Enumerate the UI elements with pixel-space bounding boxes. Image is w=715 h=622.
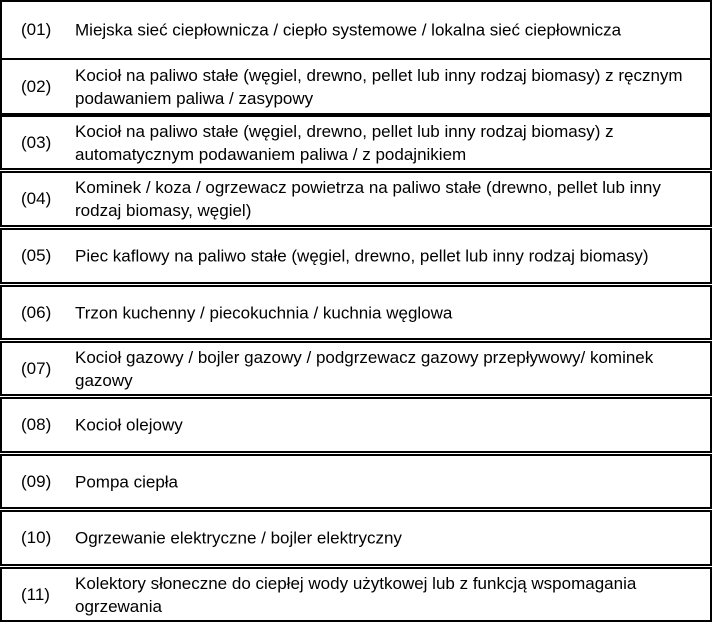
option-row-02 xyxy=(0,58,712,115)
option-code: (11) xyxy=(21,584,50,604)
option-label: Ogrzewanie elektryczne / bojler elektryczny xyxy=(75,528,402,548)
option-label: Kolektory słoneczne do ciepłej wody użytkowej lub z funkcją wspomagania ogrzewania xyxy=(75,573,637,616)
option-code: (01) xyxy=(21,20,52,39)
option-code: (09) xyxy=(21,471,52,491)
option-code: (08) xyxy=(21,415,52,434)
option-label: Miejska sieć ciepłownicza / ciepło systemowe / lokalna sieć ciepłownicza xyxy=(75,20,622,40)
option-row-01 xyxy=(0,0,712,60)
option-row-11 xyxy=(0,567,712,622)
option-label: Kocioł na paliwo stałe (węgiel, drewno, pellet lub inny rodzaj biomasy) z automatycznym podawaniem paliwa / z podajnikiem xyxy=(75,121,614,164)
option-row-06 xyxy=(0,285,712,340)
option-code: (02) xyxy=(21,76,52,96)
option-label: Kocioł na paliwo stałe (węgiel, drewno, pellet lub inny rodzaj biomasy) z ręcznym podawaniem paliwa / zasypowy xyxy=(75,65,683,108)
option-row-03 xyxy=(0,115,712,170)
option-label: Piec kaflowy na paliwo stałe (węgiel, drewno, pellet lub inny rodzaj biomasy) xyxy=(75,246,649,266)
option-code: (07) xyxy=(21,358,52,378)
option-code: (10) xyxy=(21,528,52,547)
option-label: Kocioł gazowy / bojler gazowy / podgrzewacz gazowy przepływowy/ kominek gazowy xyxy=(75,347,654,390)
option-row-07 xyxy=(0,341,712,396)
option-label: Kominek / koza / ogrzewacz powietrza na paliwo stałe (drewno, pellet lub inny rodzaj biomasy, węgiel) xyxy=(75,178,661,220)
option-code: (05) xyxy=(21,246,52,265)
option-row-10 xyxy=(0,510,712,566)
option-code: (04) xyxy=(21,189,52,208)
option-label: Trzon kuchenny / piecokuchnia / kuchnia węglowa xyxy=(75,303,453,322)
option-row-05 xyxy=(0,228,712,284)
option-row-04 xyxy=(0,171,712,227)
option-code: (06) xyxy=(21,302,52,322)
option-label: Kocioł olejowy xyxy=(75,415,183,435)
option-code: (03) xyxy=(21,132,52,152)
option-label: Pompa ciepła xyxy=(75,472,179,491)
option-row-09 xyxy=(0,454,712,509)
option-row-08 xyxy=(0,397,712,453)
